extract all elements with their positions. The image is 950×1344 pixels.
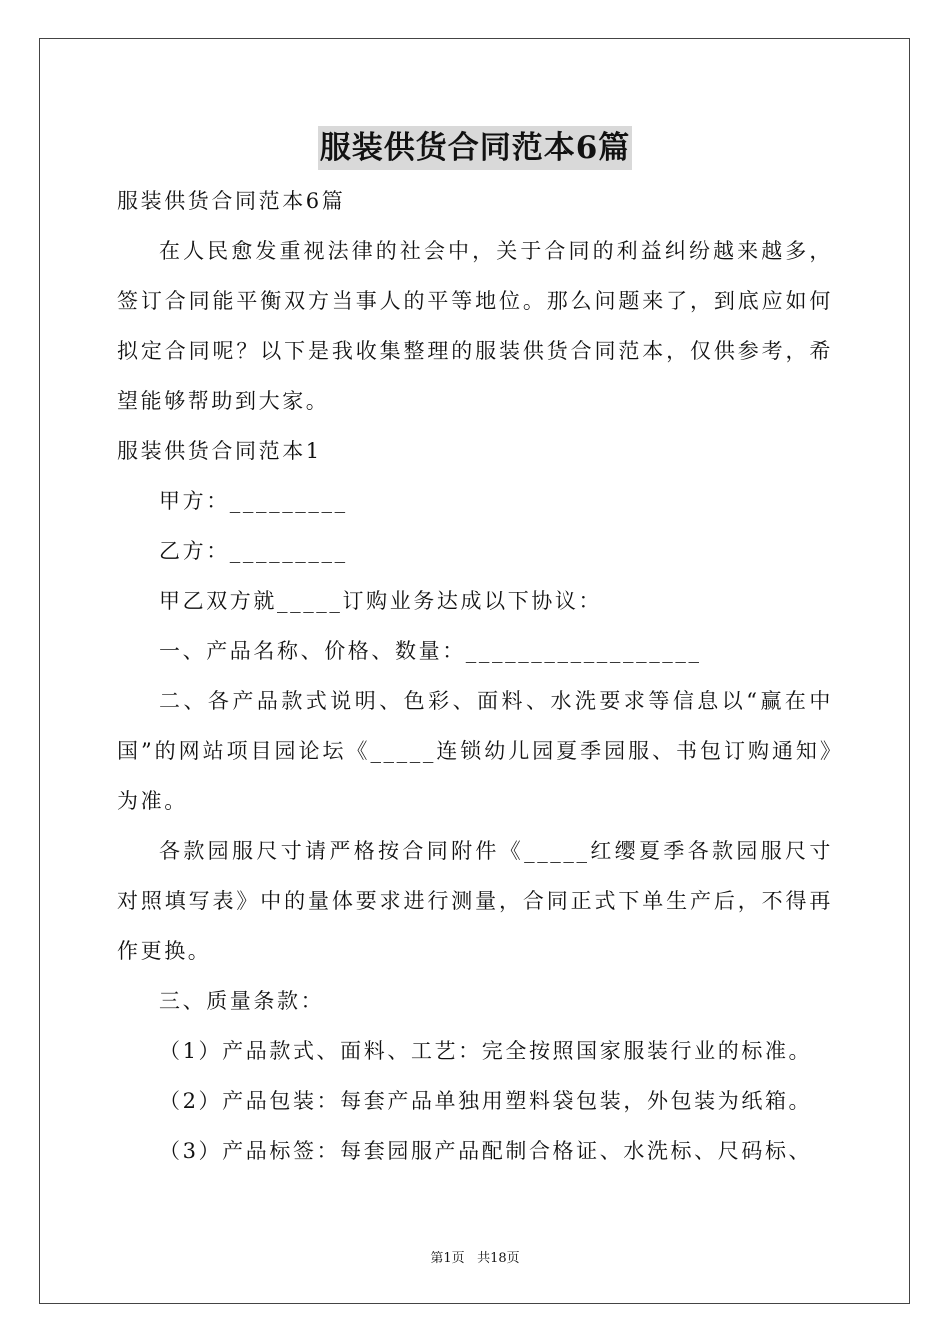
paragraph-clause-3: 三、质量条款： — [159, 989, 325, 1013]
paragraph-party-a: 甲方：_________ — [159, 489, 348, 513]
paragraph-party-b: 乙方：_________ — [159, 539, 348, 563]
paragraph-quality-1: （1）产品款式、面料、工艺：完全按照国家服装行业的标准。 — [159, 1039, 813, 1063]
paragraph-quality-3: （3）产品标签：每套园服产品配制合格证、水洗标、尺码标、 — [159, 1139, 813, 1163]
paragraph-agreement: 甲乙双方就_____订购业务达成以下协议： — [159, 589, 603, 613]
document-title: 服装供货合同范本6篇 — [318, 126, 633, 170]
paragraph-clause-1: 一、产品名称、价格、数量：__________________ — [159, 639, 702, 663]
document-body — [117, 176, 833, 1176]
paragraph-size-note: 各款园服尺寸请严格按合同附件《_____红缨夏季各款园服尺寸对照填写表》中的量体要求进行测量，合同正式下单生产后，不得再作更换。 — [117, 839, 833, 963]
title-container — [0, 126, 950, 170]
page-total: 共18页 — [477, 1251, 520, 1266]
paragraph-quality-2: （2）产品包装：每套产品单独用塑料袋包装，外包装为纸箱。 — [159, 1089, 813, 1113]
page-footer — [0, 1247, 950, 1266]
paragraph-intro: 在人民愈发重视法律的社会中，关于合同的利益纠纷越来越多，签订合同能平衡双方当事人的平等地位。那么问题来了，到底应如何拟定合同呢？以下是我收集整理的服装供货合同范本，仅供参考，希望能够帮助到大家。 — [117, 239, 833, 413]
page-number: 第1页 — [430, 1251, 465, 1266]
paragraph-subtitle: 服装供货合同范本6篇 — [117, 189, 346, 213]
paragraph-section-heading: 服装供货合同范本1 — [117, 439, 322, 463]
paragraph-clause-2: 二、各产品款式说明、色彩、面料、水洗要求等信息以“赢在中国”的网站项目园论坛《_____连锁幼儿园夏季园服、书包订购通知》为准。 — [117, 689, 833, 813]
